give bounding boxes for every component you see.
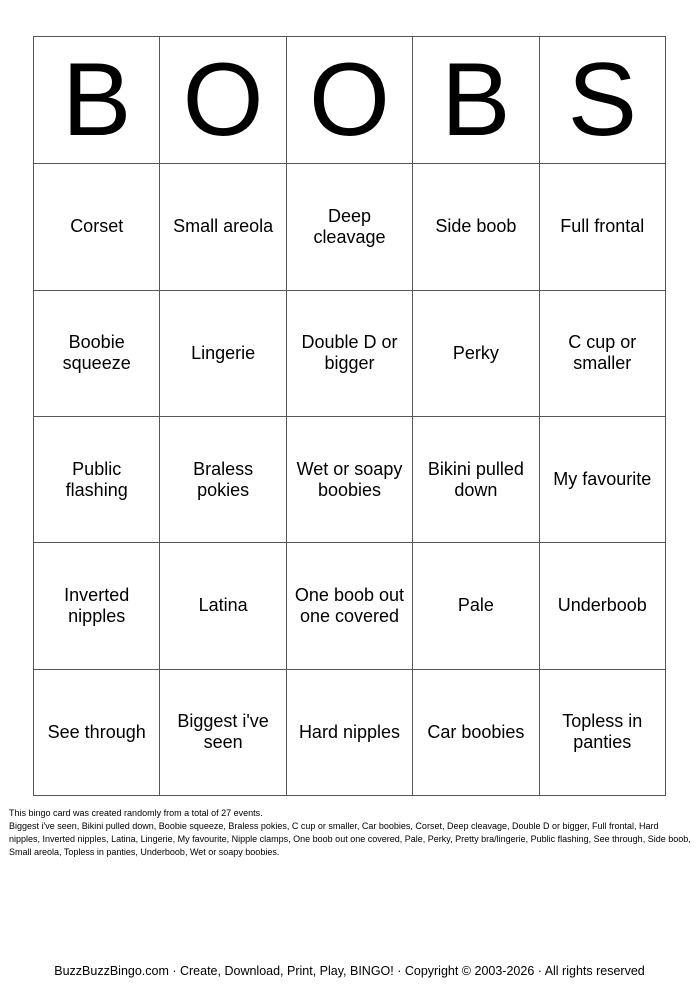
bingo-cell: Side boob <box>413 164 539 290</box>
bingo-cell: C cup or smaller <box>539 290 665 416</box>
bingo-cell: Double D or bigger <box>286 290 412 416</box>
bingo-cell: My favourite <box>539 416 665 542</box>
bingo-header-row <box>34 37 666 164</box>
card-info-events: Biggest i've seen, Bikini pulled down, Boobie squeeze, Braless pokies, C cup or smaller, Car boobies, Corset, Deep cleavage, Double D or bigger, Full frontal, Hard nipples, Inverted nipples, Latina, Lingerie, My favourite, Nipple clamps, One boob out one covered, Pale, Perky, Pretty bra/lingerie, Public flashing, See through, Side boob, Small areola, Topless in panties, Underboob, Wet or soapy boobies. <box>9 821 691 857</box>
bingo-row <box>34 543 666 669</box>
card-info <box>9 807 691 859</box>
bingo-cell: One boob out one covered <box>286 543 412 669</box>
card-info-summary: This bingo card was created randomly from a total of 27 events. <box>9 808 263 818</box>
bingo-cell: Public flashing <box>34 416 160 542</box>
header-letter: S <box>539 37 665 164</box>
bingo-cell: Full frontal <box>539 164 665 290</box>
bingo-cell: Car boobies <box>413 669 539 795</box>
bingo-cell: Latina <box>160 543 286 669</box>
page-footer: BuzzBuzzBingo.com · Create, Download, Print, Play, BINGO! · Copyright © 2003-2026 · All rights reserved <box>54 964 645 978</box>
header-letter: B <box>34 37 160 164</box>
bingo-cell: Braless pokies <box>160 416 286 542</box>
bingo-cell: Hard nipples <box>286 669 412 795</box>
bingo-cell: Small areola <box>160 164 286 290</box>
bingo-cell: Biggest i've seen <box>160 669 286 795</box>
bingo-cell: Wet or soapy boobies <box>286 416 412 542</box>
header-letter: O <box>160 37 286 164</box>
bingo-cell: Boobie squeeze <box>34 290 160 416</box>
bingo-cell: Inverted nipples <box>34 543 160 669</box>
bingo-cell: Lingerie <box>160 290 286 416</box>
bingo-cell: See through <box>34 669 160 795</box>
bingo-row <box>34 164 666 290</box>
bingo-cell: Deep cleavage <box>286 164 412 290</box>
bingo-cell: Topless in panties <box>539 669 665 795</box>
bingo-cell: Perky <box>413 290 539 416</box>
bingo-cell: Pale <box>413 543 539 669</box>
header-letter: B <box>413 37 539 164</box>
bingo-cell: Bikini pulled down <box>413 416 539 542</box>
bingo-row <box>34 416 666 542</box>
bingo-row <box>34 669 666 795</box>
bingo-cell: Corset <box>34 164 160 290</box>
bingo-cell: Underboob <box>539 543 665 669</box>
bingo-card <box>33 36 666 796</box>
header-letter: O <box>286 37 412 164</box>
bingo-row <box>34 290 666 416</box>
